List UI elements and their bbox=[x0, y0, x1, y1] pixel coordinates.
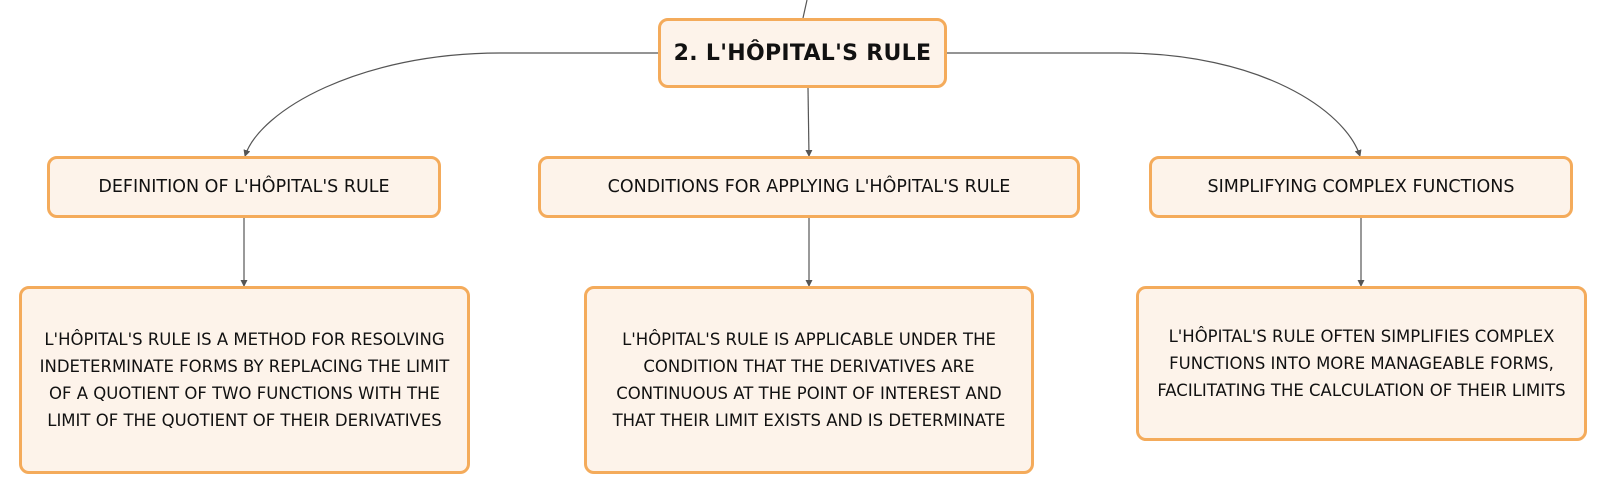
branch-node-definition bbox=[47, 156, 441, 218]
root-node bbox=[658, 18, 947, 88]
detail-node-definition bbox=[19, 286, 470, 474]
detail-node-conditions bbox=[584, 286, 1034, 474]
branch-node-simplifying bbox=[1149, 156, 1573, 218]
root-node-label: 2. L'HÔPITAL'S RULE bbox=[673, 40, 932, 66]
connector-root-to-definition bbox=[245, 53, 658, 156]
branch-node-label: DEFINITION OF L'HÔPITAL'S RULE bbox=[98, 177, 390, 197]
detail-node-text: L'HÔPITAL'S RULE IS APPLICABLE UNDER THE CONDITION THAT THE DERIVATIVES ARE CONTINUOUS AT THE POINT OF INTEREST AND THAT THEIR LIMIT EXISTS AND IS DETERMINATE bbox=[612, 330, 1006, 430]
detail-node-text: L'HÔPITAL'S RULE OFTEN SIMPLIFIES COMPLEX FUNCTIONS INTO MORE MANAGEABLE FORMS, FACILITATING THE CALCULATION OF THEIR LIMITS bbox=[1157, 327, 1566, 400]
incoming-connector bbox=[803, 0, 807, 18]
connector-root-to-conditions bbox=[808, 88, 809, 156]
connector-root-to-simplifying bbox=[947, 53, 1360, 156]
detail-node-simplifying bbox=[1136, 286, 1587, 441]
branch-node-conditions bbox=[538, 156, 1080, 218]
branch-node-label: SIMPLIFYING COMPLEX FUNCTIONS bbox=[1207, 177, 1515, 197]
detail-node-text: L'HÔPITAL'S RULE IS A METHOD FOR RESOLVING INDETERMINATE FORMS BY REPLACING THE LIMIT OF A QUOTIENT OF TWO FUNCTIONS WITH THE LIMIT OF THE QUOTIENT OF THEIR DERIVATIVES bbox=[39, 330, 450, 430]
branch-node-label: CONDITIONS FOR APPLYING L'HÔPITAL'S RULE bbox=[607, 177, 1011, 197]
